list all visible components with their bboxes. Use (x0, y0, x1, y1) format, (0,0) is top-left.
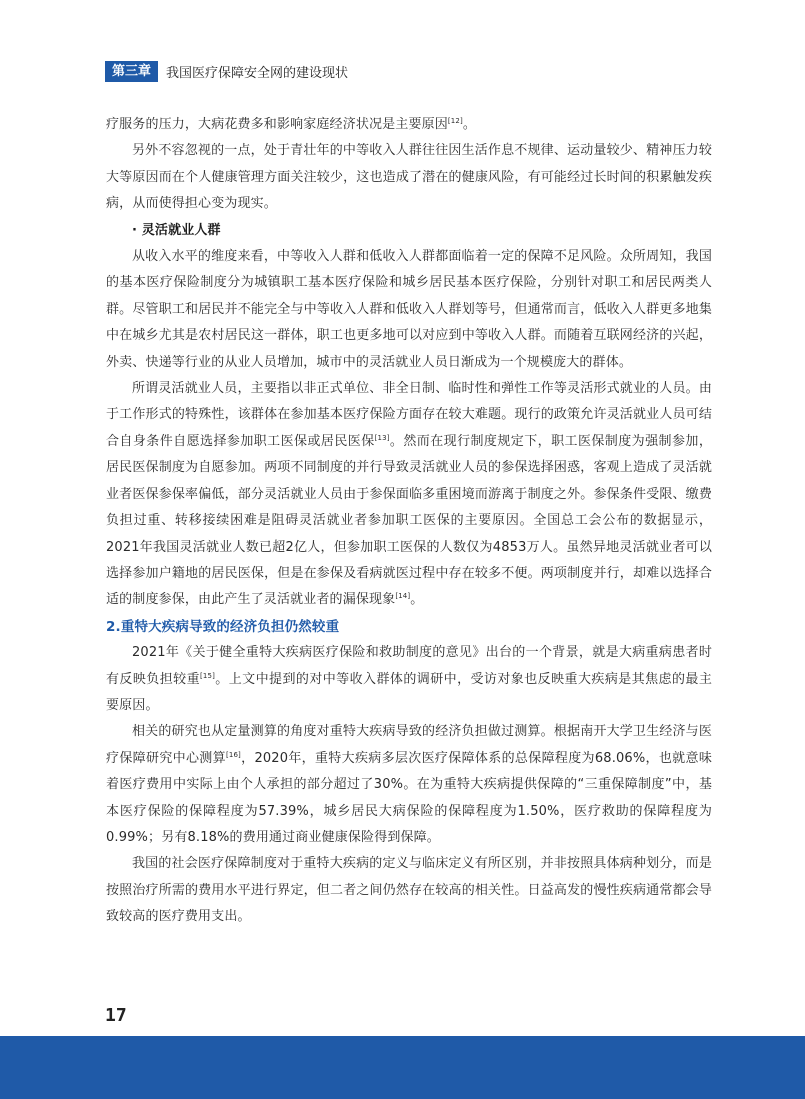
citation-ref[interactable]: [13] (374, 433, 390, 442)
page-number: 17 (105, 1005, 127, 1026)
citation-ref[interactable]: [14] (395, 592, 411, 601)
chapter-tag: 第三章 (105, 61, 158, 82)
chapter-title: 我国医疗保障安全网的建设现状 (166, 65, 349, 81)
bullet-heading: · 灵活就业人群 (132, 222, 221, 238)
paragraph: 从收入水平的维度来看，中等收入人群和低收入人群都面临着一定的保障不足风险。众所周知，我国的基本医疗保险制度分为城镇职工基本医疗保险和城乡居民基本医疗保险，分别针对职工和居民两类人群。尽管职工和居民并不能完全与中等收入人群和低收入人群划等号，但通常而言，低收入人群更多地集中在城乡尤其是农村居民这一群体，职工也更多地可以对应到中等收入人群。而随着互联网经济的兴起，外卖、快递等行业的从业人员增加，城市中的灵活就业人员日渐成为一个规模庞大的群体。 (106, 249, 712, 370)
citation-ref[interactable]: [12] (447, 117, 463, 125)
paragraph: 2021年《关于健全重特大疾病医疗保险和救助制度的意见》出台的一个背景，就是大病重病患者时有反映负担较重[15]。上文中提到的对中等收入群体的调研中，受访对象也反映重大疾病是其焦虑的最主要原因。 (106, 645, 712, 713)
paragraph: 我国的社会医疗保障制度对于重特大疾病的定义与临床定义有所区别，并非按照具体病种划分，而是按照治疗所需的费用水平进行界定，但二者之间仍然存在较高的相关性。日益高发的慢性疾病通常都会导致较高的医疗费用支出。 (106, 856, 712, 925)
citation-ref[interactable]: [16] (225, 750, 241, 759)
article-body (106, 112, 712, 931)
section-heading: 2.重特大疾病导致的经济负担仍然较重 (106, 618, 340, 635)
paragraph: 另外不容忽视的一点，处于青壮年的中等收入人群往往因生活作息不规律、运动量较少、精神压力较大等原因而在个人健康管理方面关注较少，这也造成了潜在的健康风险，有可能经过长时间的积累触发疾病，从而使得担心变为现实。 (106, 143, 712, 212)
citation-ref[interactable]: [15] (200, 671, 216, 680)
footer-band (0, 1036, 805, 1099)
paragraph: 疗服务的压力，大病花费多和影响家庭经济状况是主要原因[12]。 (106, 117, 477, 132)
paragraph: 相关的研究也从定量测算的角度对重特大疾病导致的经济负担做过测算。根据南开大学卫生经济与医疗保障研究中心测算[16]，2020年，重特大疾病多层次医疗保障体系的总保障程度为68.06%，也就意味着医疗费用中实际上由个人承担的部分超过了30%。在为重特大疾病提供保障的“三重保障制度”中，基本医疗保险的保障程度为57.39%，城乡居民大病保险的保障程度为1.50%，医疗救助的保障程度为0.99%；另有8.18%的费用通过商业健康保险得到保障。 (106, 724, 712, 845)
paragraph: 所谓灵活就业人员，主要指以非正式单位、非全日制、临时性和弹性工作等灵活形式就业的人员。由于工作形式的特殊性，该群体在参加基本医疗保险方面存在较大难题。现行的政策允许灵活就业人员可结合自身条件自愿选择参加职工医保或居民医保[13]。然而在现行制度规定下，职工医保制度为强制参加，居民医保制度为自愿参加。两项不同制度的并行导致灵活就业人员的参保选择困惑，客观上造成了灵活就业者医保参保率偏低，部分灵活就业人员由于参保面临多重困境而游离于制度之外。参保条件受限、缴费负担过重、转移接续困难是阻碍灵活就业者参加职工医保的主要原因。全国总工会公布的数据显示，2021年我国灵活就业人数已超2亿人，但参加职工医保的人数仅为4853万人。虽然异地灵活就业者可以选择参加户籍地的居民医保，但是在参保及看病就医过程中存在较多不便。两项制度并行，却难以选择合适的制度参保，由此产生了灵活就业者的漏保现象[14]。 (106, 381, 712, 608)
chapter-header (105, 60, 348, 82)
